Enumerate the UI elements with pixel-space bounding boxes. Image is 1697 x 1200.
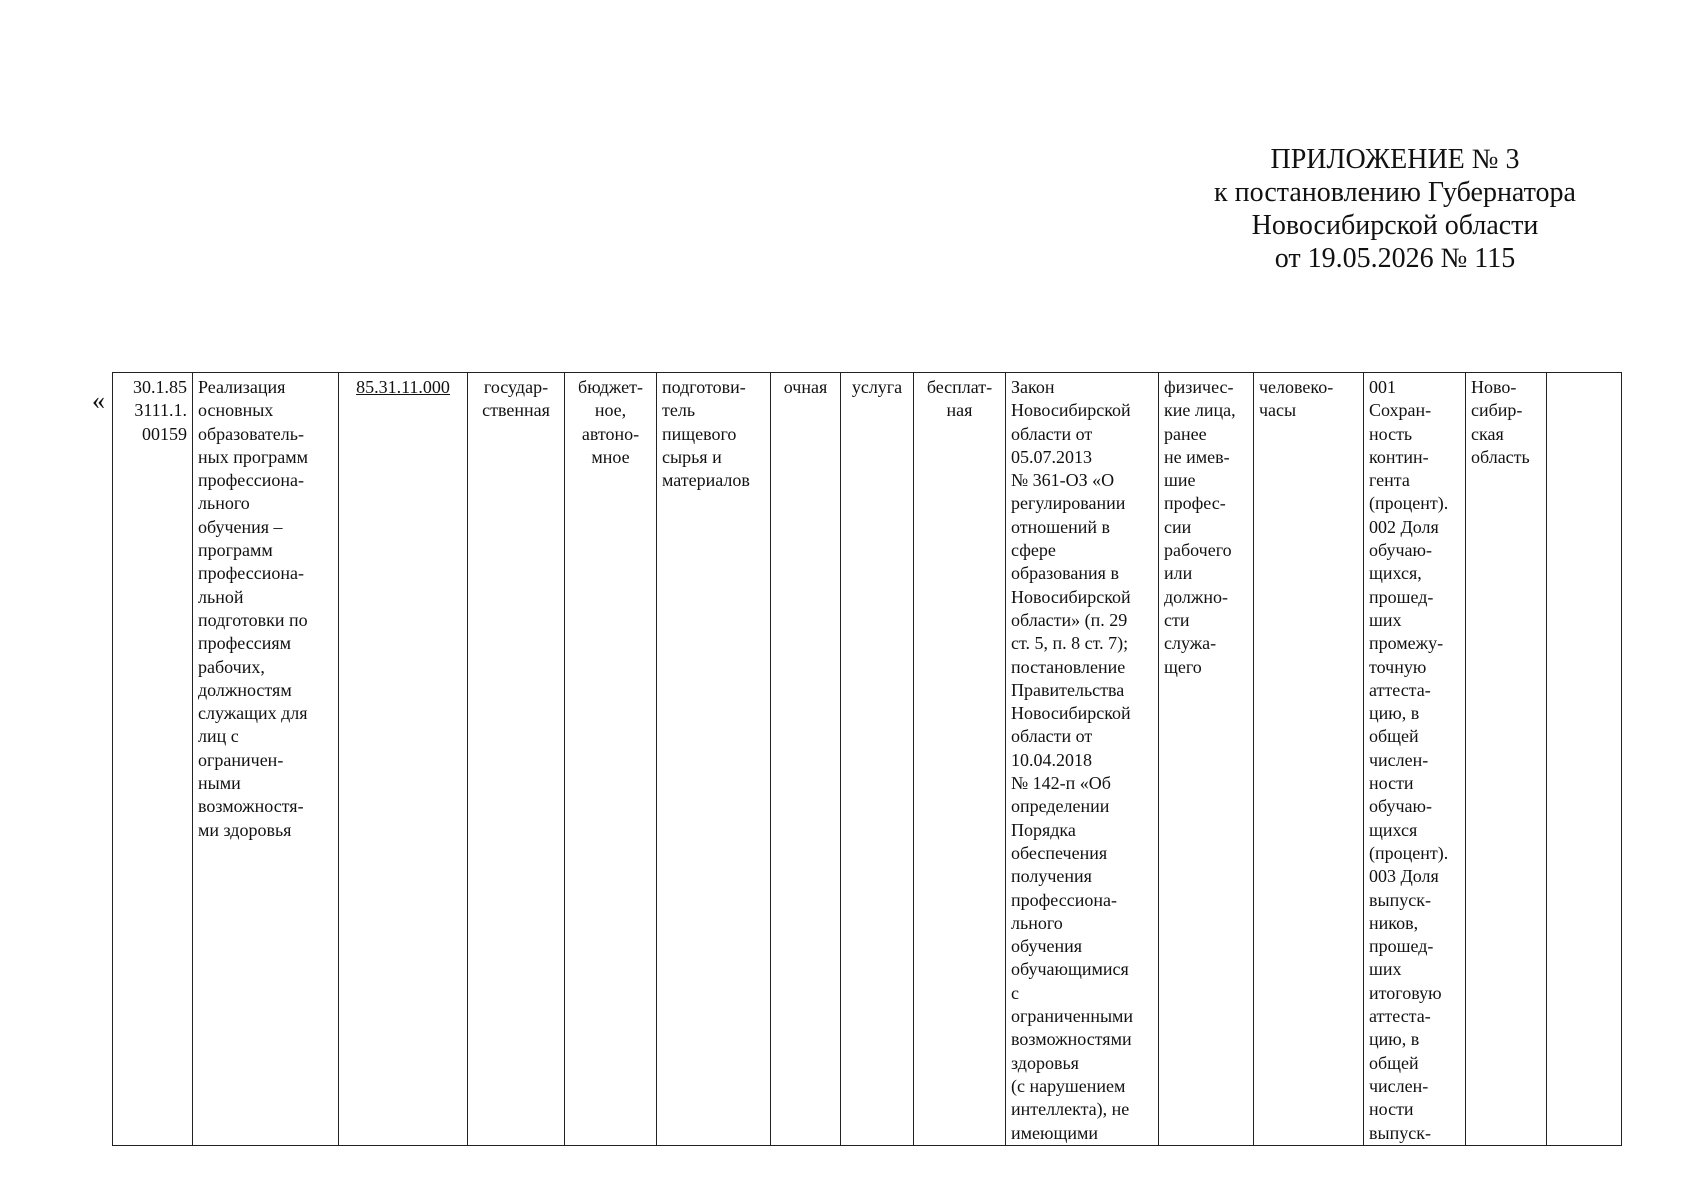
cell-text-line: часы [1259,400,1297,421]
appendix-header [1150,143,1640,275]
cell-text-line: Новосибирской [1011,586,1131,607]
cell-text-line: сырья и [662,446,722,467]
cell-text-line: Порядка [1011,819,1076,840]
cell-text-line: ших [1369,959,1402,980]
registry-table [112,372,1622,1146]
cell-text-line: государ- [483,377,549,397]
cell-text-line: шие [1164,470,1196,491]
cell-text-line: Правительства [1011,679,1125,700]
cell-text-line: Реализация [198,377,286,397]
cell-text-line: сии [1164,516,1192,537]
cell-service-code [113,373,193,1146]
cell-study-form [771,373,841,1146]
cell-text-line: обучаю- [1369,540,1432,561]
cell-text-line: автоно- [581,423,640,444]
cell-text-line: выпуск- [1369,889,1431,910]
cell-text-line: тель [662,400,696,421]
cell-text-line: регулировании [1011,493,1126,514]
cell-text-line: сибир- [1471,400,1523,421]
cell-text-line: служа- [1164,633,1217,654]
cell-text-line: льного [198,493,250,514]
cell-profession [657,373,771,1146]
cell-text-line: контин- [1369,446,1429,467]
cell-text-line: прошед- [1369,936,1434,957]
cell-text-line: 3111.1. [134,400,187,421]
cell-text-line: рабочих, [198,656,265,677]
cell-text-line: образователь- [198,423,304,444]
cell-text-line: общей [1369,726,1419,747]
cell-text-line: ми здоровья [198,819,292,840]
cell-text-line: здоровья [1011,1052,1079,1073]
cell-text-line: подготови- [662,377,746,397]
cell-text-line: 30.1.85 [133,377,187,397]
cell-empty-cell [1547,373,1622,1146]
cell-text-line: ность [1369,423,1413,444]
cell-text-line: лиц с [198,726,239,747]
cell-text-line: получения [1011,866,1092,887]
appendix-title: ПРИЛОЖЕНИЕ № 3 [1270,144,1520,175]
cell-text-line: Новосибирской [1011,703,1131,724]
cell-text-line: щего [1164,656,1202,677]
cell-text-line: 003 Доля [1369,866,1439,887]
cell-text-line: услуга [851,377,903,397]
cell-text-line: профессиона- [1011,889,1117,910]
cell-service-name [193,373,339,1146]
cell-text-line: области от [1011,726,1093,747]
cell-text-line: ности [1369,1099,1414,1120]
cell-text-line: № 142-п «Об [1011,773,1111,794]
cell-text-line: материалов [662,470,750,491]
cell-text-line: с [1011,982,1019,1003]
opening-quote-mark: « [92,386,105,415]
cell-text-line: щихся [1369,819,1418,840]
cell-text-line: физичес- [1164,377,1234,397]
cell-text-line: ственная [482,400,550,421]
cell-text-line: очная [783,377,828,397]
cell-text-line: Закон [1011,377,1055,397]
cell-text-line: обучения – [198,516,283,537]
cell-text-line: 00159 [142,423,187,444]
cell-text-line: числен- [1369,749,1429,770]
cell-text-line: прошед- [1369,586,1434,607]
cell-text-line: профессиям [198,633,292,654]
cell-text-line: пищевого [662,423,737,444]
cell-text-line: возможностями [1011,1029,1132,1050]
cell-text-line: обучающимися [1011,959,1129,980]
cell-text-line: ников, [1369,912,1419,933]
cell-text-line: точную [1369,656,1427,677]
cell-text-line: обучаю- [1369,796,1432,817]
cell-text-line: профессиона- [198,470,304,491]
cell-text-line: Ново- [1471,377,1517,397]
cell-text-line: (с нарушением [1011,1075,1126,1096]
table-row [113,373,1622,1146]
cell-text-line: ская [1471,423,1504,444]
cell-text-line: обучения [1011,936,1083,957]
cell-text-line: области от [1011,423,1093,444]
cell-text-line: возможностя- [198,796,304,817]
cell-text-line: профес- [1164,493,1226,514]
cell-text-line: 002 Доля [1369,516,1439,537]
cell-text-line: цию, в [1369,703,1420,724]
cell-text-line: человеко- [1259,377,1334,397]
cell-text-line: программ [198,540,273,561]
cell-text-line: ное, [594,400,627,421]
cell-text-line: области» (п. 29 [1011,609,1128,630]
cell-text-line: не имев- [1164,446,1230,467]
cell-text-line: ранее [1164,423,1207,444]
cell-region [1466,373,1547,1146]
cell-text-line: числен- [1369,1075,1429,1096]
cell-text-line: или [1164,563,1193,584]
cell-legal-basis [1006,373,1159,1146]
cell-institution-type [565,373,657,1146]
appendix-resolution-line: к постановлению Губернатора [1214,177,1576,208]
cell-text-line: Сохран- [1369,400,1432,421]
cell-text-line: ших [1369,609,1402,630]
cell-text-line: бесплат- [926,377,993,397]
cell-text-line: щихся, [1369,563,1422,584]
cell-text-line: ст. 5, п. 8 ст. 7); [1011,633,1129,654]
cell-text-line: 10.04.2018 [1011,749,1092,770]
cell-text-line: обеспечения [1011,842,1108,863]
cell-text-line: итоговую [1369,982,1442,1003]
cell-unit [1254,373,1364,1146]
cell-payment-type [914,373,1006,1146]
cell-ownership-form [468,373,565,1146]
cell-text-line: аттеста- [1369,679,1431,700]
cell-text-line: ных программ [198,446,309,467]
cell-text-line: промежу- [1369,633,1444,654]
cell-text-line: гента [1369,470,1410,491]
cell-text-line: образования в [1011,563,1119,584]
appendix-date-number: от 19.05.2026 № 115 [1274,243,1516,274]
cell-text-line: рабочего [1164,540,1232,561]
cell-text-line: льной [198,586,244,607]
cell-text-line: сти [1164,609,1190,630]
cell-recipients [1159,373,1254,1146]
cell-indicators [1364,373,1466,1146]
cell-text-line: служащих для [198,703,308,724]
cell-text-line: интеллекта), не [1011,1099,1130,1120]
cell-text-line: ограниченными [1011,1006,1134,1027]
cell-text-line: (процент). [1369,493,1449,514]
cell-text-line: № 361-ОЗ «О [1011,470,1115,491]
cell-text-line: отношений в [1011,516,1111,537]
cell-text-line: должно- [1164,586,1228,607]
cell-text-line: 001 [1369,377,1396,397]
cell-text-line: ными [198,773,241,794]
cell-text-line: цию, в [1369,1029,1420,1050]
cell-text-line: Новосибирской [1011,400,1131,421]
okpd-code-link[interactable]: 85.31.11.000 [356,377,450,397]
cell-text-line: 05.07.2013 [1011,446,1092,467]
cell-text-line: постановление [1011,656,1126,677]
cell-text-line: льного [1011,912,1063,933]
cell-text-line: мное [591,446,630,467]
cell-text-line: имеющими [1011,1122,1098,1143]
cell-text-line: (процент). [1369,842,1449,863]
cell-text-line: сфере [1011,540,1056,561]
cell-text-line: профессиона- [198,563,304,584]
cell-okpd-code[interactable] [339,373,468,1146]
cell-text-line: область [1471,446,1530,467]
cell-text-line: подготовки по [198,609,308,630]
cell-service-type [841,373,914,1146]
cell-text-line: определении [1011,796,1110,817]
cell-text-line: бюджет- [578,377,643,397]
cell-text-line: выпуск- [1369,1122,1431,1143]
cell-text-line: должностям [198,679,292,700]
appendix-region-line: Новосибирской области [1251,210,1539,241]
cell-text-line: ная [946,400,973,421]
cell-text-line: ограничен- [198,749,284,770]
cell-text-line: кие лица, [1164,400,1236,421]
cell-text-line: основных [198,400,274,421]
cell-text-line: ности [1369,773,1414,794]
cell-text-line: общей [1369,1052,1419,1073]
cell-text-line: аттеста- [1369,1006,1431,1027]
